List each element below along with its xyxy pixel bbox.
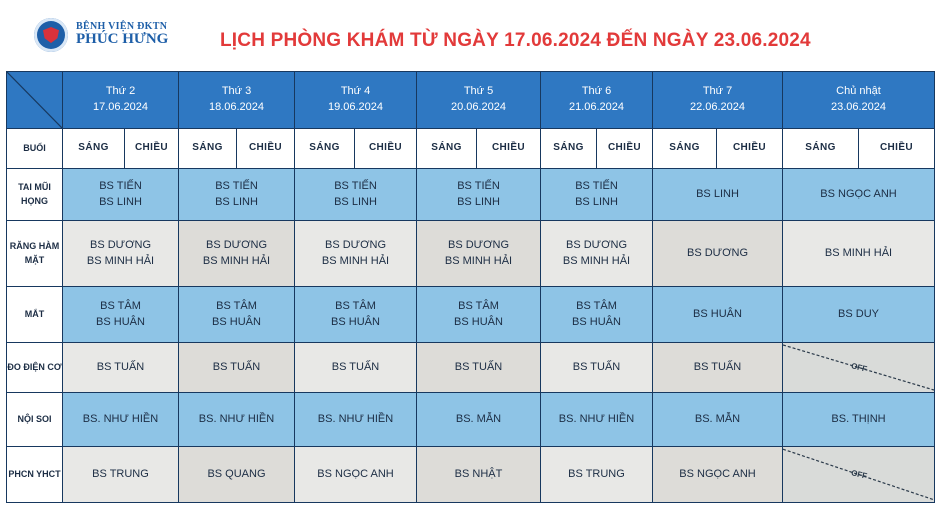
- day-name: Thứ 4: [340, 85, 371, 98]
- schedule-cell: [295, 169, 417, 221]
- day-date: 19.06.2024: [327, 101, 384, 113]
- schedule-cell: [783, 287, 935, 343]
- doctor-name: BS HUÂN: [454, 315, 503, 328]
- schedule-cell: [179, 221, 295, 287]
- department-label: ĐO ĐIỆN CƠ: [7, 343, 63, 393]
- schedule-cell: [783, 221, 935, 287]
- department-row-endoscopy: [7, 393, 935, 447]
- schedule-cell: [653, 343, 783, 393]
- schedule-cell: [417, 393, 541, 447]
- doctor-name: BS MINH HẢI: [321, 254, 390, 267]
- shift-row: [7, 129, 935, 169]
- doctor-name: BS TIẾN: [457, 179, 500, 192]
- schedule-cell: [63, 393, 179, 447]
- logo-line-1: BỆNH VIỆN ĐKTN: [76, 20, 168, 32]
- schedule-cell: [63, 343, 179, 393]
- day-date: 20.06.2024: [450, 101, 507, 113]
- schedule-cell: [295, 343, 417, 393]
- schedule-cell: [179, 447, 295, 503]
- day-header-tue: [179, 72, 295, 129]
- schedule-cell: [783, 169, 935, 221]
- shift-morning: SÁNG: [417, 129, 477, 169]
- department-label: TAI MŨI HỌNG: [7, 169, 63, 221]
- day-header-row: [7, 72, 935, 129]
- schedule-cell: [179, 169, 295, 221]
- department-row-emg: [7, 343, 935, 393]
- doctor-name: BS NGỌC ANH: [820, 187, 897, 200]
- schedule-cell: [653, 287, 783, 343]
- doctor-name: BS. NHƯ HIỀN: [558, 412, 635, 425]
- doctor-name: BS MINH HẢI: [824, 246, 893, 259]
- shift-row-label: BUỔI: [7, 129, 63, 169]
- doctor-name: BS. NHƯ HIỀN: [198, 412, 275, 425]
- schedule-cell: [541, 393, 653, 447]
- schedule-cell-off: [783, 343, 935, 393]
- department-row-ent: [7, 169, 935, 221]
- shift-afternoon: CHIỀU: [477, 129, 541, 169]
- schedule-cell: [541, 343, 653, 393]
- doctor-name: BS DƯƠNG: [687, 246, 748, 259]
- department-label: RĂNG HÀM MẶT: [7, 221, 63, 287]
- schedule-cell: [417, 169, 541, 221]
- doctor-name: BS TUẤN: [331, 360, 380, 373]
- doctor-name: BS LINH: [457, 195, 500, 208]
- doctor-name: BS TÂM: [335, 299, 376, 312]
- doctor-name: BS MINH HẢI: [202, 254, 271, 267]
- doctor-name: BS TIẾN: [575, 179, 618, 192]
- schedule-cell: [541, 221, 653, 287]
- schedule-cell: [63, 169, 179, 221]
- department-label: MẮT: [7, 287, 63, 343]
- day-header-wed: [295, 72, 417, 129]
- doctor-name: BS TUẤN: [454, 360, 503, 373]
- shift-afternoon: CHIỀU: [597, 129, 653, 169]
- department-row-dental: [7, 221, 935, 287]
- doctor-name: BS TÂM: [458, 299, 499, 312]
- doctor-name: BS TUẤN: [212, 360, 261, 373]
- day-header-sun: [783, 72, 935, 129]
- schedule-cell: [63, 287, 179, 343]
- doctor-name: BS. MẪN: [455, 412, 502, 425]
- day-header-mon: [63, 72, 179, 129]
- schedule-cell: [783, 393, 935, 447]
- schedule-cell: [63, 447, 179, 503]
- schedule-cell: [179, 343, 295, 393]
- doctor-name: BS MINH HẢI: [86, 254, 155, 267]
- day-name: Thứ 3: [221, 85, 252, 98]
- day-date: 17.06.2024: [92, 101, 149, 113]
- schedule-cell: [63, 221, 179, 287]
- doctor-name: BS. NHƯ HIỀN: [317, 412, 394, 425]
- doctor-name: BS. THỊNH: [831, 412, 886, 425]
- schedule-table: [6, 71, 935, 503]
- hospital-emblem-icon: [34, 18, 68, 52]
- diagonal-line-icon: [7, 72, 62, 128]
- doctor-name: BS NHẬT: [454, 467, 503, 480]
- doctor-name: BS HUÂN: [212, 315, 261, 328]
- doctor-name: BS. NHƯ HIỀN: [82, 412, 159, 425]
- doctor-name: BS DƯƠNG: [206, 238, 267, 251]
- department-row-eye: [7, 287, 935, 343]
- doctor-name: BS QUANG: [207, 467, 266, 480]
- doctor-name: BS TUẤN: [693, 360, 742, 373]
- day-date: 18.06.2024: [208, 101, 265, 113]
- day-name: Thứ 2: [105, 85, 136, 98]
- doctor-name: BS DƯƠNG: [90, 238, 151, 251]
- schedule-cell: [541, 287, 653, 343]
- day-header-thu: [417, 72, 541, 129]
- doctor-name: BS MINH HẢI: [562, 254, 631, 267]
- schedule-cell: [653, 169, 783, 221]
- doctor-name: BS TUẤN: [572, 360, 621, 373]
- day-header-sat: [653, 72, 783, 129]
- department-row-rehab: [7, 447, 935, 503]
- logo-text: [76, 22, 168, 48]
- day-header-fri: [541, 72, 653, 129]
- doctor-name: BS LINH: [99, 195, 142, 208]
- off-label: OFF: [849, 467, 868, 481]
- schedule-cell: [417, 221, 541, 287]
- doctor-name: BS TÂM: [216, 299, 257, 312]
- doctor-name: BS TÂM: [100, 299, 141, 312]
- page-title: LỊCH PHÒNG KHÁM TỪ NGÀY 17.06.2024 ĐẾN NGÀY 23.06.2024: [220, 30, 811, 51]
- day-name: Chủ nhật: [836, 85, 881, 98]
- schedule-cell: [295, 221, 417, 287]
- day-name: Thứ 5: [463, 85, 494, 98]
- hospital-logo: [34, 18, 168, 52]
- doctor-name: BS HUÂN: [572, 315, 621, 328]
- day-date: 21.06.2024: [568, 101, 625, 113]
- page-header: [0, 0, 940, 70]
- doctor-name: BS TÂM: [576, 299, 617, 312]
- schedule-cell: [295, 393, 417, 447]
- doctor-name: BS TRUNG: [92, 467, 149, 480]
- doctor-name: BS LINH: [696, 187, 739, 200]
- shift-afternoon: CHIỀU: [859, 129, 935, 169]
- day-date: 23.06.2024: [830, 101, 887, 113]
- doctor-name: BS NGỌC ANH: [679, 467, 756, 480]
- doctor-name: BS DƯƠNG: [325, 238, 386, 251]
- shift-morning: SÁNG: [541, 129, 597, 169]
- department-label: NỘI SOI: [7, 393, 63, 447]
- doctor-name: BS MINH HẢI: [444, 254, 513, 267]
- shift-morning: SÁNG: [783, 129, 859, 169]
- doctor-name: BS TIẾN: [334, 179, 377, 192]
- shift-morning: SÁNG: [653, 129, 717, 169]
- doctor-name: BS. MẪN: [694, 412, 741, 425]
- shift-morning: SÁNG: [295, 129, 355, 169]
- doctor-name: BS DUY: [838, 307, 879, 320]
- schedule-cell: [295, 287, 417, 343]
- schedule-cell-off: [783, 447, 935, 503]
- schedule-cell: [295, 447, 417, 503]
- doctor-name: BS LINH: [215, 195, 258, 208]
- shift-morning: SÁNG: [63, 129, 125, 169]
- off-label: OFF: [849, 360, 868, 374]
- day-name: Thứ 7: [702, 85, 733, 98]
- shift-afternoon: CHIỀU: [717, 129, 783, 169]
- logo-line-2: PHÚC HƯNG: [76, 31, 169, 48]
- schedule-cell: [179, 287, 295, 343]
- schedule-cell: [653, 393, 783, 447]
- doctor-name: BS TIẾN: [99, 179, 142, 192]
- doctor-name: BS TUẤN: [96, 360, 145, 373]
- day-date: 22.06.2024: [689, 101, 746, 113]
- shift-morning: SÁNG: [179, 129, 237, 169]
- day-name: Thứ 6: [581, 85, 612, 98]
- shift-afternoon: CHIỀU: [237, 129, 295, 169]
- schedule-cell: [653, 447, 783, 503]
- department-label: PHCN YHCT: [7, 447, 63, 503]
- shift-afternoon: CHIỀU: [125, 129, 179, 169]
- schedule-cell: [417, 287, 541, 343]
- schedule-cell: [541, 169, 653, 221]
- doctor-name: BS TRUNG: [568, 467, 625, 480]
- doctor-name: BS LINH: [334, 195, 377, 208]
- doctor-name: BS DƯƠNG: [566, 238, 627, 251]
- doctor-name: BS TIẾN: [215, 179, 258, 192]
- schedule-cell: [179, 393, 295, 447]
- doctor-name: BS NGỌC ANH: [317, 467, 394, 480]
- doctor-name: BS HUÂN: [96, 315, 145, 328]
- doctor-name: BS LINH: [575, 195, 618, 208]
- schedule-cell: [541, 447, 653, 503]
- schedule-cell: [417, 447, 541, 503]
- corner-cell: [7, 72, 63, 129]
- shift-afternoon: CHIỀU: [355, 129, 417, 169]
- doctor-name: BS HUÂN: [693, 307, 742, 320]
- doctor-name: BS HUÂN: [331, 315, 380, 328]
- doctor-name: BS DƯƠNG: [448, 238, 509, 251]
- schedule-cell: [653, 221, 783, 287]
- schedule-cell: [417, 343, 541, 393]
